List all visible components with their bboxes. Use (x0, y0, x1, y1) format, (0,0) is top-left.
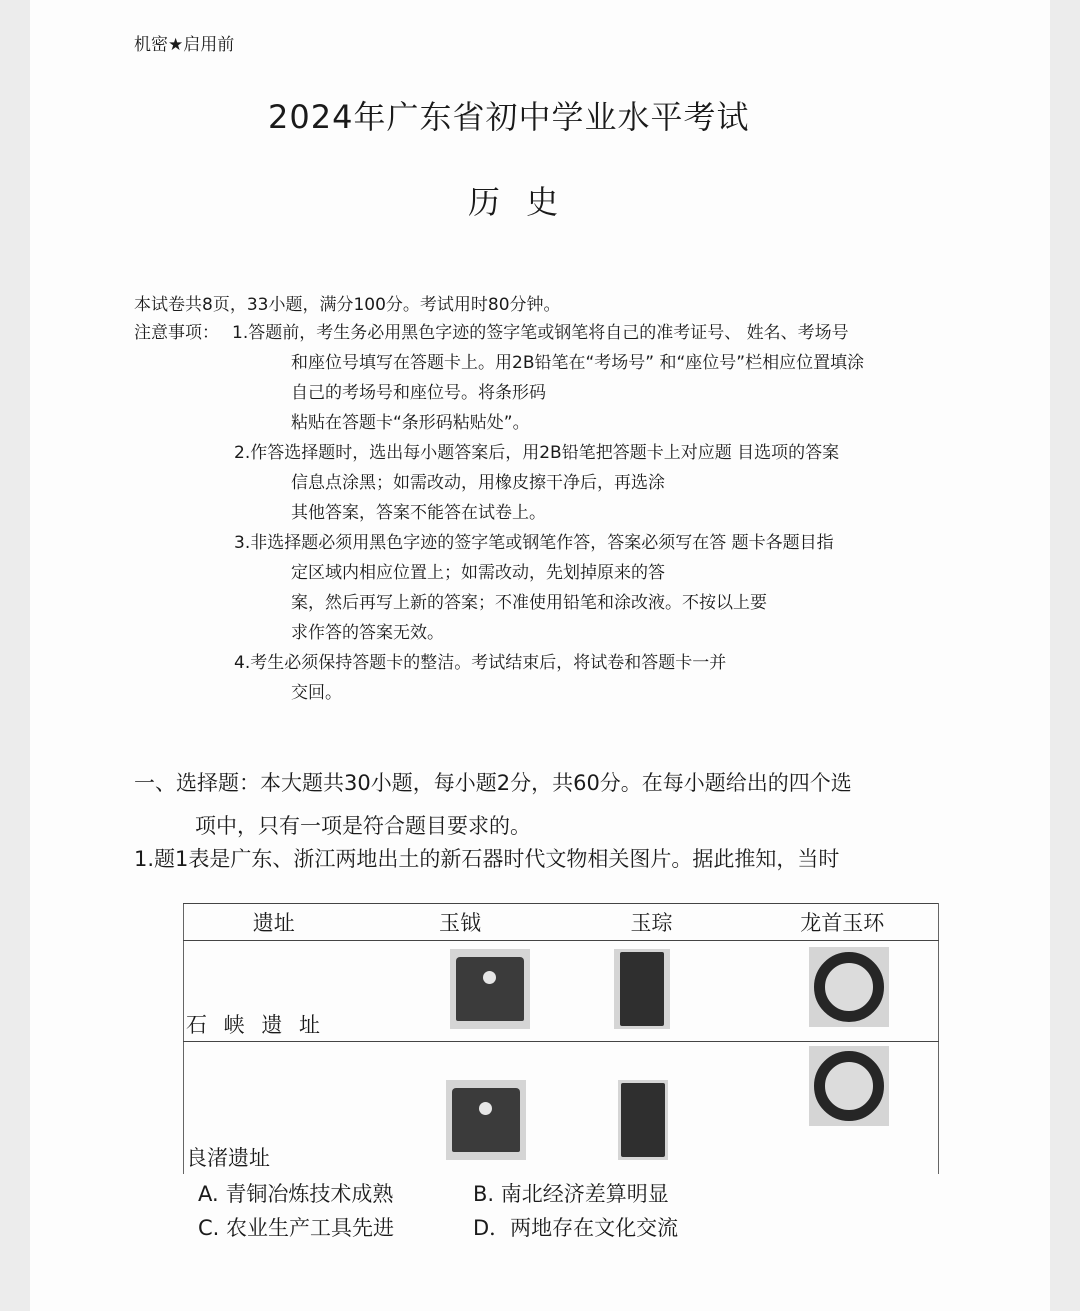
jade-cong-image (618, 1080, 668, 1160)
note-line: 交回。 (291, 683, 342, 703)
note-line: 4.考生必须保持答题卡的整洁。考试结束后，将试卷和答题卡一并 (234, 653, 727, 673)
note-line: 求作答的答案无效。 (291, 623, 444, 643)
option-d: D．两地存在文化交流 (473, 1216, 679, 1240)
table-row (184, 941, 939, 1042)
note-line: 自己的考场号和座位号。将条形码 (291, 383, 546, 403)
jade-axe-image (450, 949, 530, 1029)
note-line: 2.作答选择题时，选出每小题答案后，用2B铅笔把答题卡上对应题 目选项的答案 (234, 443, 840, 463)
note-line: 案，然后再写上新的答案；不准使用铅笔和涂改液。不按以上要 (291, 593, 767, 613)
site-name: 石 峡 遗 址 (186, 1013, 326, 1037)
question-1-stem: 1.题1表是广东、浙江两地出土的新石器时代文物相关图片。据此推知，当时 (134, 847, 840, 871)
note-line: 3.非选择题必须用黑色字迹的签字笔或钢笔作答，答案必须写在答 题卡各题目指 (234, 533, 834, 553)
note-line: 定区域内相应位置上；如需改动，先划掉原来的答 (291, 563, 665, 583)
jade-axe-image (446, 1080, 526, 1160)
exam-page (30, 0, 1050, 1311)
column-header-site: 遗址 (184, 904, 364, 941)
site-name: 良渚遗址 (186, 1146, 270, 1170)
table-row (184, 1042, 939, 1175)
notes-label: 注意事项： (134, 323, 219, 343)
note-line: 信息点涂黑；如需改动，用橡皮擦干净后，再选涂 (291, 473, 665, 493)
dragon-ring-image (809, 947, 889, 1027)
option-b: B. 南北经济差算明显 (473, 1182, 669, 1206)
note-line: 和座位号填写在答题卡上。用2B铅笔在“考场号” 和“座位号”栏相应位置填涂 (291, 353, 865, 373)
jade-cong-image (614, 949, 670, 1029)
column-header-jade-cong: 玉琮 (557, 904, 747, 941)
option-a: A. 青铜冶炼技术成熟 (198, 1182, 394, 1206)
column-header-dragon-ring: 龙首玉环 (747, 904, 939, 941)
option-c: C. 农业生产工具先进 (198, 1216, 395, 1240)
section-heading-cont: 项中，只有一项是符合题目要求的。 (195, 814, 531, 838)
exam-intro: 本试卷共8页，33小题，满分100分。考试用时80分钟。 (134, 295, 561, 315)
relics-table (183, 903, 939, 1174)
exam-title: 2024年广东省初中学业水平考试 (268, 98, 750, 136)
note-line: 1.答题前，考生务必用黑色字迹的签字笔或钢笔将自己的准考证号、 姓名、考场号 (232, 323, 849, 343)
dragon-ring-image (809, 1046, 889, 1126)
section-heading: 一、选择题：本大题共30小题，每小题2分，共60分。在每小题给出的四个选 (134, 771, 852, 795)
confidential-mark: 机密★启用前 (134, 35, 235, 55)
note-line: 其他答案，答案不能答在试卷上。 (291, 503, 546, 523)
subject-title: 历 史 (468, 183, 567, 221)
column-header-jade-axe: 玉钺 (364, 904, 557, 941)
note-line: 粘贴在答题卡“条形码粘贴处”。 (291, 413, 530, 433)
